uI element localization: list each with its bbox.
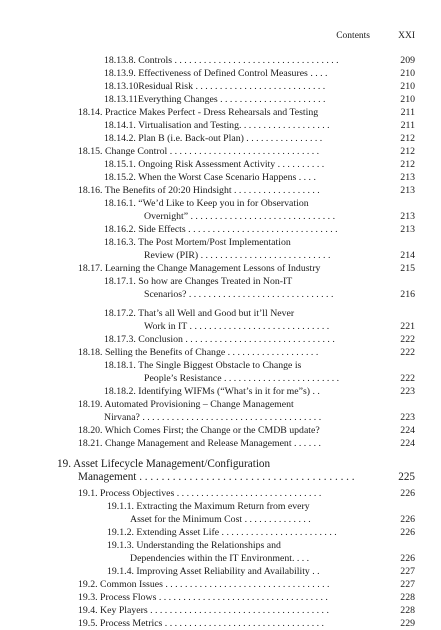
- toc-entry: [104, 158, 415, 171]
- toc-entry-title: 18.20. Which Comes First; the Change or the CMDB update?: [78, 425, 320, 436]
- toc-entry-title: 19.5. Process Metrics . . . . . . . . . . . . . . . . . . . . . . . . . . . . . . . . .: [78, 618, 324, 629]
- toc-entry-page: 213: [400, 224, 415, 235]
- toc-entry-title: 18.18.1. The Single Biggest Obstacle to Change is: [104, 360, 302, 371]
- toc-entry: [104, 132, 415, 145]
- toc-entry-title: 18.17.1. So how are Changes Treated in Non-IT: [104, 276, 293, 287]
- toc-entry-page: 222: [400, 334, 415, 345]
- toc-entry-page: 213: [400, 211, 415, 222]
- toc-entry-title: 18.13.8. Controls . . . . . . . . . . . . . . . . . . . . . . . . . . . . . . . . . .: [104, 55, 339, 66]
- toc-entry-page: 215: [400, 263, 415, 274]
- toc-entry-title: People’s Resistance . . . . . . . . . . . . . . . . . . . . . . . .: [144, 373, 340, 384]
- toc-entry-page: 225: [398, 471, 415, 483]
- toc-entry-title: Management . . . . . . . . . . . . . . . . . . . . . . . . . . . . . . . . . . . . . . .: [78, 471, 355, 483]
- toc-entry-title: 18.15.2. When the Worst Case Scenario Happens . . . .: [104, 172, 316, 183]
- toc-entry: [78, 487, 415, 500]
- toc-entry-page: 211: [400, 107, 415, 118]
- toc-entry: [78, 398, 415, 411]
- toc-entry: [104, 411, 415, 424]
- toc-entry: [78, 184, 415, 197]
- toc-entry: [104, 307, 415, 320]
- toc-entry-title: Scenarios? . . . . . . . . . . . . . . . . . . . . . . . . . . . . . .: [144, 289, 334, 300]
- toc-entry-title: 19.1.4. Improving Asset Reliability and Availability . .: [107, 566, 320, 577]
- toc-entry: [104, 67, 415, 80]
- toc-entry-title: 18.16.2. Side Effects . . . . . . . . . . . . . . . . . . . . . . . . . . . . . . .: [104, 224, 338, 235]
- toc-entry-title: 19.3. Process Flows . . . . . . . . . . . . . . . . . . . . . . . . . . . . . . . . . . .: [78, 592, 328, 603]
- toc-entry-title: Asset for the Minimum Cost . . . . . . . . . . . . . .: [130, 514, 311, 525]
- toc-entry-page: 224: [400, 438, 415, 449]
- toc-entry-title: Nirvana? . . . . . . . . . . . . . . . . . . . . . . . . . . . . . . . . . . . . .: [104, 412, 322, 423]
- toc-entry-page: 214: [400, 250, 415, 261]
- toc-entry-page: 227: [400, 579, 415, 590]
- toc-entry: [144, 249, 415, 262]
- toc-entry: [78, 424, 415, 437]
- toc-entry: [104, 359, 415, 372]
- toc-entry-page: 229: [400, 618, 415, 629]
- toc-entry-page: 213: [400, 185, 415, 196]
- toc-entry-title: 19.1.2. Extending Asset Life . . . . . . . . . . . . . . . . . . . . . . . .: [107, 527, 337, 538]
- toc-entry-title: 19.4. Key Players . . . . . . . . . . . . . . . . . . . . . . . . . . . . . . . . . . . . .: [78, 605, 329, 616]
- toc-entry: [104, 119, 415, 132]
- toc-entry-title: Work in IT . . . . . . . . . . . . . . . . . . . . . . . . . . . . .: [144, 321, 330, 332]
- toc-entry-title: 18.15.1. Ongoing Risk Assessment Activity . . . . . . . . . .: [104, 159, 325, 170]
- toc-entry: [57, 458, 415, 471]
- toc-entry-title: 18.15. Change Control . . . . . . . . . . . . . . . . . . . . . . . . . . . . . . .: [78, 146, 320, 157]
- toc-entry-page: 210: [400, 81, 415, 92]
- toc-entry-title: 19.1. Process Objectives . . . . . . . . . . . . . . . . . . . . . . . . . . . . . .: [78, 488, 322, 499]
- toc-entry: [104, 171, 415, 184]
- running-header: [0, 31, 441, 45]
- toc-entry-title: 18.17.3. Conclusion . . . . . . . . . . . . . . . . . . . . . . . . . . . . . . .: [104, 334, 335, 345]
- toc-entry-page: 224: [400, 425, 415, 436]
- toc-entry-title: 18.14.2. Plan B (i.e. Back-out Plan) . . . . . . . . . . . . . . . .: [104, 133, 323, 144]
- toc-entry: [78, 604, 415, 617]
- toc-entry-page: 223: [400, 412, 415, 423]
- toc-entry-title: 19.1.1. Extracting the Maximum Return from every: [107, 501, 310, 512]
- toc-entry-title: 18.16.3. The Post Mortem/Post Implementation: [104, 237, 291, 248]
- toc-entry: [78, 591, 415, 604]
- toc-entry: [78, 578, 415, 591]
- toc-entry-title: 18.18. Selling the Benefits of Change . . . . . . . . . . . . . . . . . . .: [78, 347, 319, 358]
- toc-entry: [78, 437, 415, 450]
- toc-entry: [104, 275, 415, 288]
- toc-entry-title: 18.16.1. “We’d Like to Keep you in for Observation: [104, 198, 309, 209]
- toc-entry: [130, 552, 415, 565]
- toc-entry-title: 18.17.2. That’s all Well and Good but it’ll Never: [104, 308, 295, 319]
- toc-entry-page: 221: [400, 321, 415, 332]
- toc-entry-title: 18.13.11Everything Changes . . . . . . . . . . . . . . . . . . . . . .: [104, 94, 326, 105]
- toc-entry-page: 212: [400, 146, 415, 157]
- toc-entry: [107, 500, 415, 513]
- toc-entry-page: 212: [400, 133, 415, 144]
- toc-entry-title: Overnight” . . . . . . . . . . . . . . . . . . . . . . . . . . . . . .: [144, 211, 336, 222]
- toc-entry-title: 18.21. Change Management and Release Management . . . . . .: [78, 438, 321, 449]
- toc-entry-page: 213: [400, 172, 415, 183]
- toc-entry: [78, 106, 415, 119]
- toc-entry-title: 19. Asset Lifecycle Management/Configuration: [57, 458, 271, 470]
- toc-entry: [107, 526, 415, 539]
- toc-entry-title: 18.14. Practice Makes Perfect - Dress Rehearsals and Testing: [78, 107, 319, 118]
- toc-entry: [78, 262, 415, 275]
- page-folio: XXI: [398, 31, 415, 41]
- toc-entry: [144, 210, 415, 223]
- toc-entry-page: 226: [400, 553, 415, 564]
- toc-entry: [104, 80, 415, 93]
- toc-entry: [104, 197, 415, 210]
- toc-entry-title: 18.19. Automated Provisioning – Change Management: [78, 399, 294, 410]
- toc-entry: [104, 223, 415, 236]
- toc-entry-page: 226: [400, 514, 415, 525]
- toc-entry-page: 228: [400, 605, 415, 616]
- toc-entry-title: 18.14.1. Virtualisation and Testing. . . . . . . . . . . . . . . . . . .: [104, 120, 330, 131]
- toc-entry: [130, 513, 415, 526]
- toc-entry: [78, 617, 415, 630]
- toc-entry-title: 18.17. Learning the Change Management Lessons of Industry: [78, 263, 321, 274]
- toc-entry-page: 226: [400, 527, 415, 538]
- toc-entry: [104, 385, 415, 398]
- toc-entry: [144, 288, 415, 301]
- toc-entry: [104, 54, 415, 67]
- toc-entry: [104, 93, 415, 106]
- toc-entry-title: 18.18.2. Identifying WIFMs (“What’s in it for me”s) . .: [104, 386, 320, 397]
- toc-entry: [104, 333, 415, 346]
- toc-entry-title: 19.1.3. Understanding the Relationships and: [107, 540, 281, 551]
- toc-entry-page: 226: [400, 488, 415, 499]
- running-header-title: Contents: [336, 31, 370, 41]
- toc-entry: [144, 320, 415, 333]
- toc-entry-page: 227: [400, 566, 415, 577]
- toc-entry-page: 216: [400, 289, 415, 300]
- toc-entry: [144, 372, 415, 385]
- toc-entry: [78, 471, 415, 484]
- toc-entry-title: 18.13.10Residual Risk . . . . . . . . . . . . . . . . . . . . . . . . . . .: [104, 81, 326, 92]
- toc-entry: [104, 236, 415, 249]
- toc-entry-title: 18.16. The Benefits of 20:20 Hindsight . . . . . . . . . . . . . . . . . .: [78, 185, 320, 196]
- toc-entry-page: 228: [400, 592, 415, 603]
- toc-entry: [78, 346, 415, 359]
- toc-entry-page: 223: [400, 386, 415, 397]
- toc-entry-title: Dependencies within the IT Environment. . . .: [130, 553, 310, 564]
- toc-entry-page: 222: [400, 373, 415, 384]
- toc-entry-page: 222: [400, 347, 415, 358]
- toc-entry-title: 18.13.9. Effectiveness of Defined Control Measures . . . .: [104, 68, 328, 79]
- toc-entry-page: 212: [400, 159, 415, 170]
- toc-entry: [78, 145, 415, 158]
- toc-entry: [107, 565, 415, 578]
- toc-entry: [107, 539, 415, 552]
- toc-entry-page: 209: [400, 55, 415, 66]
- toc-entry-page: 211: [400, 120, 415, 131]
- toc-entry-title: 19.2. Common Issues . . . . . . . . . . . . . . . . . . . . . . . . . . . . . . . . . .: [78, 579, 330, 590]
- toc-entry-page: 210: [400, 94, 415, 105]
- toc-entry-title: Review (PIR) . . . . . . . . . . . . . . . . . . . . . . . . . . .: [144, 250, 331, 261]
- toc-entry-page: 210: [400, 68, 415, 79]
